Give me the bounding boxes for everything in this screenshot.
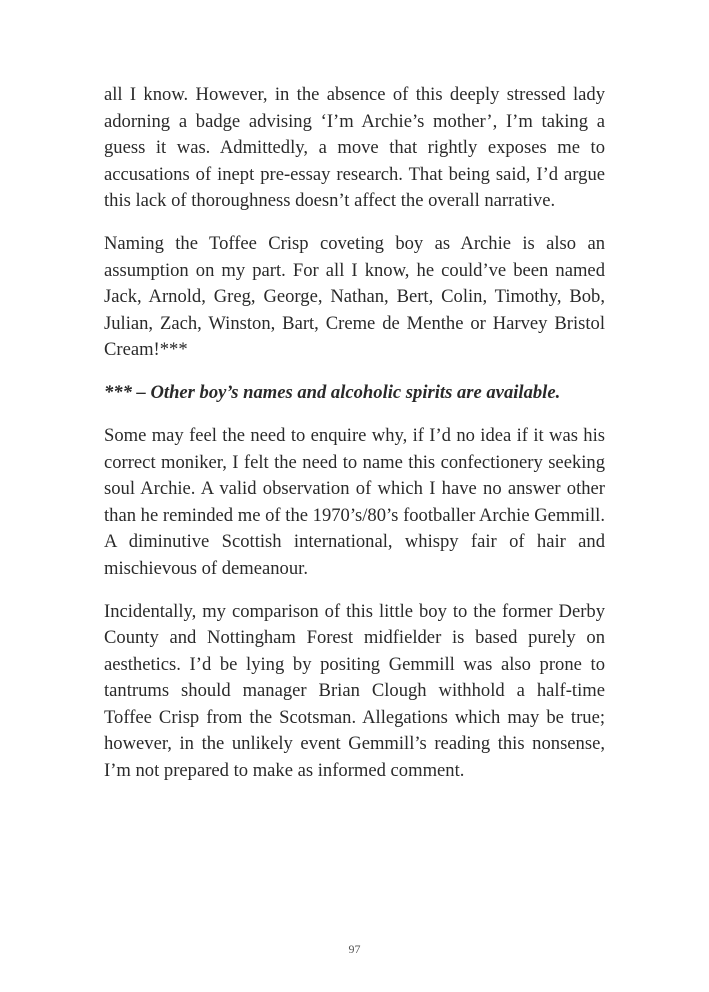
page-body (104, 82, 605, 801)
footnote: *** – Other boy’s names and alcoholic spirits are available. (104, 382, 561, 403)
paragraph-2: Naming the Toffee Crisp coveting boy as Archie is also an assumption on my part. For all I know, he could’ve been named Jack, Arnold, Greg, George, Nathan, Bert, Colin, Timothy, Bob, Julian, Zach, Winston, Bart, Creme de Menthe or Harvey Bristol Cream!*** (104, 233, 605, 360)
paragraph-4: Incidentally, my comparison of this little boy to the former Derby County and Nottingham Forest midfielder is based purely on aesthetics. I’d be lying by positing Gemmill was also prone to tantrums should manager Brian Clough withhold a half-time Toffee Crisp from the Scotsman. Allegations which may be true; however, in the unlikely event Gemmill’s reading this nonsense, I’m not prepared to make as informed comment. (104, 600, 605, 781)
paragraph-3: Some may feel the need to enquire why, if I’d no idea if it was his correct moniker, I felt the need to name this confectionery seeking soul Archie. A valid observation of which I have no answer other than he reminded me of the 1970’s/80’s footballer Archie Gemmill. A diminutive Scottish international, whispy fair of hair and mischievous of demeanour. (104, 425, 605, 579)
page-number: 97 (348, 942, 361, 956)
paragraph-1: all I know. However, in the absence of this deeply stressed lady adorning a badge advising ‘I’m Archie’s mother’, I’m taking a guess it was. Admittedly, a move that rightly exposes me to accusations of inept pre-essay research. That being said, I’d argue this lack of thoroughness doesn’t affect the overall narrative. (104, 84, 605, 211)
